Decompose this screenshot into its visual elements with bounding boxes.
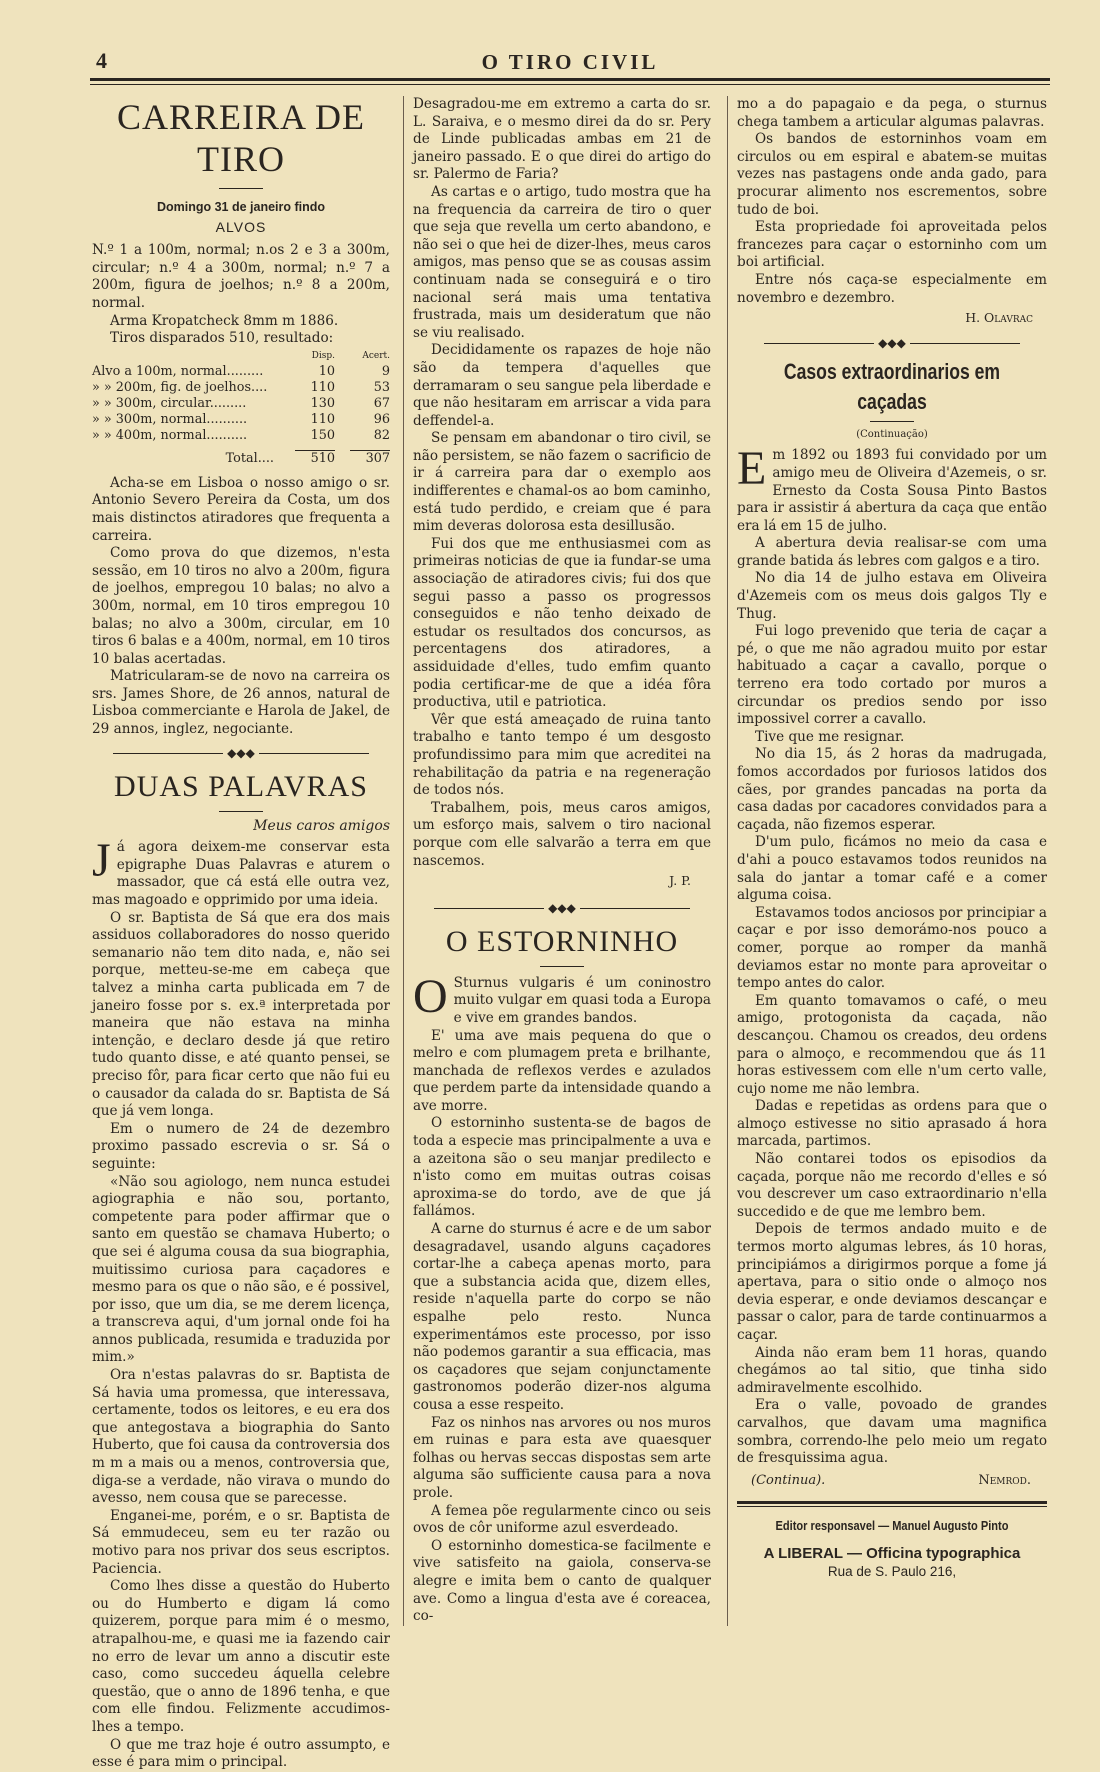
duas-paragraph: O que me traz hoje é outro assumpto, e esse é para mim o principal. [92,1736,390,1771]
casos-paragraph: Dadas e repetidas as ordens para que o almoço estivesse no sitio aprasado á hora marcada, partimos. [737,1098,1047,1150]
total-label: Total.... [225,450,274,466]
row-label: » » 300m, normal.......... [92,411,248,427]
casos-paragraph: Fui logo prevenido que teria de caçar a pé, o que me não agradou muito por estar habituado a caçar a cavallo, porque o terreno era todo cortado por muros a circundar os predios sendo por isso impossivel correr a cavallo. [737,623,1047,728]
casos-end-row [737,1472,1047,1490]
drop-cap: J [92,834,111,888]
ornament-divider: ◆◆◆ [737,335,1047,351]
table-header-row [92,348,390,364]
col-acert: Acert. [362,350,390,361]
casos-paragraph: Depois de termos andado muito e de termos morto algumas lebres, ás 10 horas, principiámos a dirigirmos porque a fome já apertava, para o sitio onde o almoço nos devia esperar, e onde deviamos descançar e passar o calor, para de tarde continuarmos a caçar. [737,1221,1047,1343]
casos-paragraph: D'um pulo, ficámos no meio da casa e d'ahi a pouco estavamos todos reunidos na sala do jantar a tomar café e a comer alguma coisa. [737,834,1047,904]
newspaper-title: O TIRO CIVIL [481,50,659,74]
table-row [92,396,390,412]
casos-paragraph: Era o valle, povoado de grandes carvalhos, que davam uma magnifica sombra, correndo-lhe pelo meio um regato de fresquissima agua. [737,1397,1047,1467]
duas-paragraph: O sr. Baptista de Sá que era dos mais assiduos collaboradores do nosso querido semanario não tem dito nada, e, não sei porque, metteu-se-me em cabeça que talvez a minha carta publicada em 7 de janeiro fosse por s. ex.ª interpretada por maneira que não estava na minha intenção, e declaro desde já que retiro tudo quanto disse, e até quanto pensei, se preciso fôr, para ficar certo que não fui eu o causador da calada do sr. Baptista de Sá que já vem longa. [92,909,390,1120]
casos-paragraph: A abertura devia realisar-se com uma grande batida ás lebres com galgos e a tiro. [737,535,1047,569]
duas-paragraph: Como lhes disse a questão do Huberto ou do Humberto e digam lá como quizerem, porque para mim é o mesmo, atrapalhou-me, e quasi me ia fazendo cair no erro de levar um anno a discutir este caso, como succedeu áquella celebre questão, que o anno de 1896 tenha, e que com elle findou. Felizmente accudimos-lhes a tempo. [92,1578,390,1735]
total-disp: 510 [310,450,335,466]
estorninho-first-text: Sturnus vulgaris é um coninostro muito vulgar em quasi toda a Europa e vive em grandes bandos. [453,974,711,1026]
row-acert: 67 [373,395,390,411]
drop-cap: E [737,442,767,496]
ornament-divider: ◆◆◆ [92,745,390,761]
table-row [92,428,390,444]
header-rule [90,78,1050,81]
footer-rule-thin [737,1506,1047,1507]
casos-continua: (Continua). [751,1472,826,1488]
estorninho-first-paragraph [413,969,711,1028]
table-row [92,364,390,380]
row-disp: 110 [310,411,335,427]
carreira-intro: N.º 1 a 100m, normal; n.os 2 e 3 a 300m, circular; n.º 4 a 300m, normal; n.º 7 a 200m, figura de joelhos; n.º 8 a 200m, normal. [92,242,390,311]
column-3 [737,96,1047,1580]
row-label: » » 400m, normal.......... [92,427,248,443]
casos-paragraph: Não contarei todos os episodios da caçada, porque não me recordo d'elles e só vou descrever um caso extraordinario n'ella succedido e de que me lembro bem. [737,1151,1047,1220]
casos-paragraph: Tive que me resignar. [755,728,905,745]
row-label: » » 300m, circular......... [92,395,247,411]
column-divider [727,96,728,1626]
casos-first-text: m 1892 ou 1893 fui convidado por um amigo meu de Oliveira d'Azemeis, o sr. Ernesto da Costa Sousa Pinto Bastos para ir assistir á abertura da caça que então era lá em 15 de julho. [737,447,1047,534]
carreira-paragraph: Como prova do que dizemos, n'esta sessão, em 10 tiros no alvo a 200m, figura de joelhos, empregou 10 balas; no alvo a 300m, normal, em 10 tiros empregou 10 balas; no alvo a 300m, circular, em 10 tiros 6 balas e a 400m, normal, em 10 tiros 10 balas acertadas. [92,545,390,667]
row-label: » » 200m, fig. de joelhos.... [92,379,268,395]
row-acert: 82 [373,427,390,443]
estorninho-paragraph: A femea põe regularmente cinco ou seis ovos de côr uniforme azul esverdeado. [413,1502,711,1537]
duas-paragraph: Enganei-me, porém, e o sr. Baptista de Sá emmudeceu, sem eu ter razão ou motivo para nos privar dos seus escriptos. Paciencia. [92,1507,390,1577]
duas-paragraph: As cartas e o artigo, tudo mostra que ha na frequencia da carreira de tiro o quer que seja que revella um certo abandono, e não sei o que hei de dizer-lhes, meus caros amigos, mas penso que se as cousas assim continuam nada se conseguirá e o tiro nacional será mais uma tentativa frustrada, mais um desideratum que não se viu realisado. [413,183,711,341]
column-divider [403,96,404,1626]
divider [219,188,263,189]
duas-paragraph: Ora n'estas palavras do sr. Baptista de Sá havia uma promessa, que interessava, certamente, todos os leitores, e eu era dos que antegostava a biographia do Santo Huberto, que foi causa da controversia dos m m a mais ou a menos, controversia que, diga-se a verdade, não virava o mundo do avesso, nem cousa que se parecesse. [92,1367,390,1507]
casos-paragraph: Em quanto tomavamos o café, o meu amigo, protogonista da caçada, não descançou. Chamou os creados, deu ordens para o almoço, e recommendou que ás 11 horas estivessem com elle n'um certo valle, cujo nome me não lembra. [737,992,1047,1097]
duas-first-text: á agora deixem-me conservar esta epigraphe Duas Palavras e aturem o massador, que cá está elle outra vez, mas magoado e opprimido por uma ideia. [92,839,390,909]
col-disp: Disp. [311,350,335,361]
duas-paragraph: Decididamente os rapazes de hoje não são da tempera d'aquelles que derramaram o seu sangue pela liberdade e que não hesitaram em arriscar a vida para deffendel-a. [413,342,711,429]
duas-paragraph: Se pensam em abandonar o tiro civil, se não persistem, se não fazem o sacrificio de ir á carreira para dar o exemplo aos indifferentes e chamal-os ao bom caminho, está tudo perdido, e creiam que é para mim deveras dolorosa esta desillusão. [413,430,711,535]
casos-continuation: (Continuação) [856,428,928,440]
duas-signature: J. P. [669,873,691,889]
casos-first-paragraph [737,442,1047,535]
casos-paragraph: Ainda não eram bem 11 horas, quando chegámos ao tal sitio, que tinha sido admiravelmente escolhido. [737,1344,1047,1396]
estorninho-heading: O ESTORNINHO [445,924,679,958]
row-disp: 150 [310,427,335,443]
row-disp: 110 [310,379,335,395]
estorninho-paragraph: Os bandos de estorninhos voam em circulos ou em espiral e abatem-se muitas vezes nas pastagens onde anda gado, para procurar alimento nos escrementos, sobre tudo de boi. [737,131,1047,218]
duas-paragraph: Fui dos que me enthusiasmei com as primeiras noticias de que ia fundar-se uma associação de atiradores civis; fui dos que segui passo a passo os progressos conseguidos e não tenho deixado de estudar os resultados dos concursos, as percentagens dos atiradores, a assiduidade d'elles, tudo emfim quanto podia certificar-me de que a idéa fôra productiva, util e patriotica. [413,535,711,711]
table-total-row [92,451,390,467]
page-number: 4 [96,48,107,73]
row-disp: 10 [318,363,335,379]
estorninho-paragraph: mo a do papagaio e da pega, o sturnus chega tambem a articular algumas palavras. [737,96,1047,130]
casos-heading: Casos extraordinarios em caçadas [783,358,1001,414]
row-acert: 53 [373,379,390,395]
estorninho-paragraph: A carne do sturnus é acre e de um sabor desagradavel, usando alguns caçadores cortar-lhe a cabeça apenas morto, para que a substancia acida que, dizem elles, reside n'aquella parte do corpo se não espalhe pelo resto. Nunca experimentámos este processo, por isso não podemos garantir a sua efficacia, mas os caçadores que sejam conjunctamente gastronomos poderão dizer-nos alguma cousa a esse respeito. [413,1221,711,1413]
casos-signature: Nemrod. [978,1472,1031,1488]
table-row [92,380,390,396]
row-acert: 96 [373,411,390,427]
carreira-arma: Arma Kropatcheck 8mm m 1886. [110,312,339,329]
carreira-paragraph: Matricularam-se de novo na carreira os srs. James Shore, de 26 annos, natural de Lisboa commerciante e Harola de Jakel, de 29 annos, inglez, negociante. [92,668,390,738]
estorninho-paragraph: E' uma ave mais pequena do que o melro e com plumagem preta e brilhante, manchada de reflexos verdes e azulados que perdem parte da intensidade quando a ave morre. [413,1027,711,1114]
row-acert: 9 [381,363,390,379]
duas-paragraph: Em o numero de 24 de dezembro proximo passado escrevia o sr. Sá o seguinte: [92,1120,390,1172]
divider [870,421,914,422]
row-label: Alvo a 100m, normal......... [92,363,264,379]
footer-editor: Editor responsavel — Manuel Augusto Pinto [775,1518,1009,1534]
ornament-divider: ◆◆◆ [413,900,711,916]
casos-paragraph: No dia 14 de julho estava em Oliveira d'Azemeis com os meus dois galgos Tly e Thug. [737,570,1047,622]
estorninho-paragraph: O estorninho domestica-se facilmente e vive satisfeito na gaiola, conserva-se alegre e imita bem o canto de qualquer ave. Como a lingua d'esta ave é coreacea, co- [413,1537,711,1625]
carreira-tiros: Tiros disparados 510, resultado: [110,330,334,347]
carreira-paragraph: Acha-se em Lisboa o nosso amigo o sr. Antonio Severo Pereira da Costa, um dos mais distinctos atiradores que frequenta a carreira. [92,474,390,544]
duas-salutation: Meus caros amigos [253,817,390,834]
casos-paragraph: Estavamos todos anciosos por principiar a caçar e por isso demorámo-nos pouco a comer, porque ao romper da manhã deviamos estar no monte para aproveitar o tempo antes do calor. [737,904,1047,992]
estorninho-paragraph: Faz os ninhos nas arvores ou nos muros em ruinas e para esta ave quaesquer folhas ou hervas seccas dispostas sem arte alguma são sufficiente causa para a nova prole. [413,1414,711,1501]
carreira-heading: CARREIRA DE TIRO [116,97,366,179]
duas-first-paragraph [92,834,390,909]
row-disp: 130 [310,395,335,411]
divider [540,966,584,967]
carreira-date: Domingo 31 de janeiro findo [156,200,326,214]
footer-address: Rua de S. Paulo 216, [827,1563,957,1579]
carreira-subhead: ALVOS [215,218,267,235]
footer-printer: A LIBERAL — Officina typographica [763,1544,1021,1562]
column-2 [413,96,711,1626]
drop-cap: O [413,969,448,1023]
estorninho-paragraph: O estorninho sustenta-se de bagos de toda a especie mas principalmente a uva e a azeitona são o seu manjar predilecto e n'isto como em muitas outras coisas aproxima-se do tordo, ave de que já fallámos. [413,1115,711,1220]
duas-paragraph: Vêr que está ameaçado de ruina tanto trabalho e tanto tempo é um desgosto profundissimo para mim que acreditei na rehabilitação da patria e na regeneração de todos nós. [413,711,711,799]
table-row [92,412,390,428]
divider [219,811,263,812]
duas-paragraph: «Não sou agiologo, nem nunca estudei agiographia e não sou, portanto, competente para poder affirmar que o santo em questão se chamava Huberto; o que sei é alguma cousa da sua biographia, muitissimo curiosa para caçadores e mesmo para os que o não são, e é possivel, por isso, que um dia, se me derem licença, a transcreva aqui, d'um jornal onde foi ha annos publicada, resumida e traduzida por mim.» [92,1173,390,1366]
total-acert: 307 [365,450,390,466]
duas-paragraph: Trabalhem, pois, meus caros amigos, um esforço mais, salvem o tiro nacional porque com elle salvarão a terra em que nascemos. [413,799,711,869]
estorninho-signature: H. Olavrac [965,310,1033,326]
results-table [92,348,390,467]
duas-heading: DUAS PALAVRAS [114,769,368,803]
estorninho-paragraph: Esta propriedade foi aproveitada pelos francezes para caçar o estorninho com um boi artificial. [737,219,1047,271]
casos-paragraph: No dia 15, ás 2 horas da madrugada, fomos accordados por furiosos latidos dos cães, por grandes pancadas na porta da casa dadas por cacadores convidados para a caçada, não fizemos esperar. [737,746,1047,833]
column-1 [92,96,390,1772]
estorninho-paragraph: Entre nós caça-se especialmente em novembro e dezembro. [737,271,1047,306]
header-rule-thin [90,84,1050,85]
footer-rule [737,1501,1047,1504]
duas-paragraph: Desagradou-me em extremo a carta do sr. L. Saraiva, e o mesmo direi da do sr. Pery de Linde publicadas ambas em 21 de janeiro passado. E o que direi do artigo do sr. Palermo de Faria? [413,96,711,183]
